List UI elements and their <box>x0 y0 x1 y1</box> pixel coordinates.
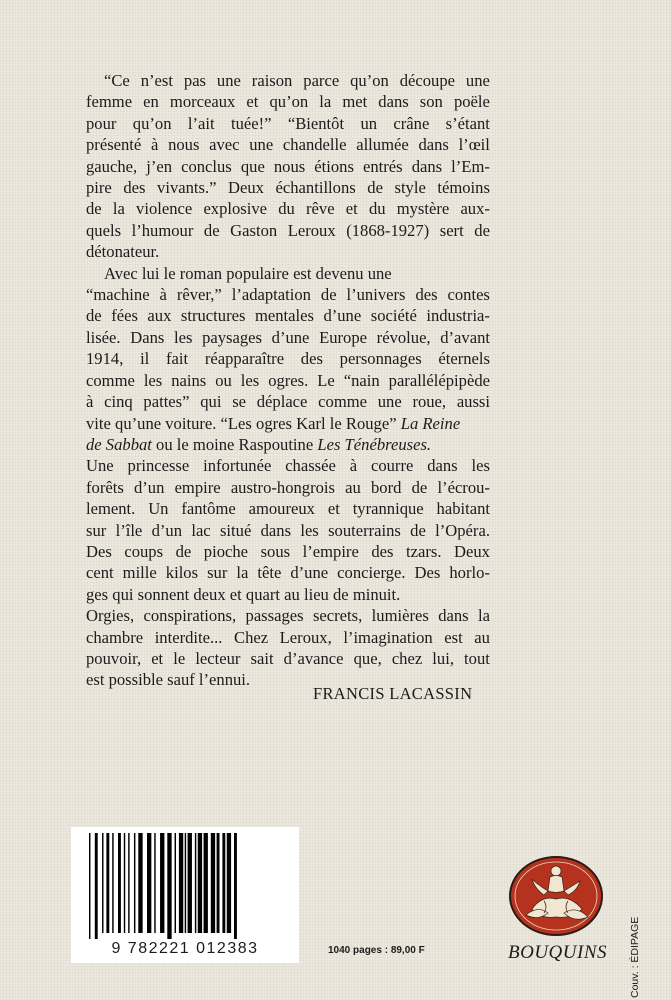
word: les <box>300 520 319 540</box>
word: pour <box>86 113 117 133</box>
word: sur <box>86 520 107 540</box>
word: sur <box>207 563 228 583</box>
text-line <box>86 434 490 455</box>
word: qu’on <box>132 113 172 133</box>
word: morceaux <box>169 92 236 112</box>
barcode-bar <box>167 833 171 939</box>
barcode-bar <box>234 833 237 939</box>
word: roue, <box>412 392 447 412</box>
word: mystère <box>396 199 450 219</box>
word: la <box>112 199 125 219</box>
word: de <box>367 178 383 198</box>
barcode-bar <box>89 833 90 939</box>
text-line <box>86 455 490 476</box>
word: entrés <box>363 156 403 176</box>
word: lumières <box>371 606 429 626</box>
word: l’Em- <box>451 156 490 176</box>
word: comme <box>318 392 367 412</box>
word: qui <box>200 392 222 412</box>
word: il <box>140 349 150 369</box>
word: empire <box>174 477 221 497</box>
word: chambre <box>86 627 144 647</box>
word: déplace <box>256 392 308 412</box>
barcode-bar <box>227 833 231 933</box>
word: de <box>411 477 428 497</box>
word: courre <box>370 456 414 476</box>
author-signature: FRANCIS LACASSIN <box>313 684 473 703</box>
word: l’île <box>115 520 143 540</box>
text-line <box>86 134 490 155</box>
word: crâne <box>393 113 430 133</box>
text-line <box>86 220 490 241</box>
word: industria- <box>426 306 490 326</box>
word: tzars. <box>406 541 442 561</box>
word: pioche <box>203 541 249 561</box>
word: Orgies, <box>86 606 135 626</box>
word: des <box>300 349 323 369</box>
text-line <box>86 541 490 562</box>
word: Des <box>86 541 112 561</box>
word: dans <box>427 456 458 476</box>
word: Deux <box>454 541 490 561</box>
word: de <box>203 220 220 240</box>
back-cover-blurb <box>86 70 490 691</box>
word: d’une <box>323 306 362 326</box>
word: Gaston <box>230 220 278 240</box>
word: dans <box>260 520 292 540</box>
word: l’imagination <box>343 627 433 647</box>
word: échantillons <box>275 178 356 198</box>
word: austro-hongrois <box>230 477 335 497</box>
text-line-part: ou le moine Raspoutine <box>151 434 318 454</box>
word: les <box>143 370 163 390</box>
word: chez <box>391 648 423 668</box>
word: concierge. <box>337 563 406 583</box>
word: de <box>320 285 337 305</box>
word: interdite... <box>154 627 223 647</box>
word: s’étant <box>445 113 490 133</box>
word: violence <box>136 199 193 219</box>
barcode-bar <box>147 833 151 933</box>
word: tête <box>257 563 282 583</box>
text-line <box>86 113 490 134</box>
text-line <box>86 391 490 412</box>
word: raison <box>251 71 293 90</box>
text-line <box>86 177 490 198</box>
word: des <box>415 285 438 305</box>
word: l’humour <box>131 220 194 240</box>
text-line <box>86 627 490 648</box>
barcode-bar <box>106 833 109 933</box>
barcode-bar <box>198 833 202 933</box>
word: rêve <box>306 199 335 219</box>
word: horlo- <box>449 563 490 583</box>
word: d’avance <box>283 648 344 668</box>
barcode-bar <box>124 833 125 933</box>
barcode-bar <box>160 833 164 933</box>
text-line <box>86 91 490 112</box>
word: aussi <box>456 392 490 412</box>
word: pire <box>86 178 112 198</box>
word: tyrannique <box>352 499 424 519</box>
pages-and-price: 1040 pages : 89,00 F <box>328 945 425 956</box>
word: conclus <box>181 156 232 176</box>
word: j’en <box>146 156 173 176</box>
text-line <box>86 648 490 669</box>
word: ogres. <box>268 370 309 390</box>
word: et <box>327 499 340 519</box>
word: amoureux <box>248 499 315 519</box>
word: de <box>410 520 426 540</box>
word: la <box>319 92 332 112</box>
word: tout <box>464 648 490 668</box>
word: Europe <box>319 327 368 347</box>
book-title-italic: Les Ténébreuses. <box>317 434 432 454</box>
word: qu’on <box>269 92 309 112</box>
word: se <box>232 392 247 412</box>
word: secrets, <box>312 606 363 626</box>
word: d’une <box>290 563 329 583</box>
text-line: Avec lui le roman populaire est devenu une <box>104 263 392 283</box>
word: de <box>474 220 490 240</box>
word: de <box>175 541 192 561</box>
word: dans <box>438 606 469 626</box>
word: lac <box>191 520 211 540</box>
text-line <box>86 305 490 326</box>
barcode-bar <box>175 833 176 933</box>
word: les <box>240 370 260 390</box>
word: contes <box>447 285 490 305</box>
word: kilos <box>165 563 199 583</box>
word: pattes” <box>143 392 190 412</box>
word: style <box>394 178 426 198</box>
publisher-name: BOUQUINS <box>508 942 607 963</box>
word: fait <box>166 349 189 369</box>
word: une <box>377 392 402 412</box>
word: lui, <box>432 648 454 668</box>
word: sert <box>439 220 464 240</box>
word: Le <box>317 370 335 390</box>
word: parce <box>303 71 340 90</box>
text-line <box>86 198 490 219</box>
word: dans <box>418 135 449 155</box>
word: de <box>86 199 102 219</box>
text-line <box>86 477 490 498</box>
text-line <box>86 562 490 583</box>
word: femme <box>86 92 133 112</box>
word: témoins <box>437 178 490 198</box>
word: conspirations, <box>143 606 237 626</box>
word: révolue, <box>376 327 431 347</box>
word: Une <box>86 456 114 476</box>
word: découpe <box>399 71 456 90</box>
word: le <box>173 648 186 668</box>
word: est <box>444 627 463 647</box>
word: du <box>368 199 386 219</box>
barcode-bar <box>134 833 135 933</box>
word: passages <box>245 606 304 626</box>
barcode-bar <box>188 833 192 933</box>
barcode-bar <box>118 833 121 933</box>
word: paysages <box>202 327 262 347</box>
word: pas <box>183 71 207 90</box>
word: l’empire <box>302 541 359 561</box>
word: nous <box>168 135 200 155</box>
barcode-bar <box>154 833 155 933</box>
word: au <box>474 627 490 647</box>
word: à <box>151 135 159 155</box>
text-line <box>86 413 490 434</box>
barcode-bar <box>95 833 98 939</box>
word: à <box>86 392 94 412</box>
word: d’avant <box>440 327 490 347</box>
word: (1868-1927) <box>346 220 430 240</box>
word: une <box>249 135 274 155</box>
word: allumée <box>356 135 409 155</box>
word: l’ait <box>187 113 215 133</box>
word: et <box>246 92 259 112</box>
word: un <box>360 113 378 133</box>
word: éternels <box>438 349 490 369</box>
word: cinq <box>104 392 133 412</box>
word: d’un <box>133 477 165 497</box>
barcode-bar <box>195 833 196 933</box>
barcode-bar <box>204 833 208 933</box>
isbn-number: 9 782221 012383 <box>111 940 259 957</box>
word: nains <box>171 370 207 390</box>
word: infortunée <box>203 456 272 476</box>
word: “Ce <box>104 71 130 90</box>
word: l’adaptation <box>231 285 311 305</box>
word: souterrains <box>328 520 401 540</box>
word: “machine <box>86 285 150 305</box>
word: Chez <box>234 627 269 647</box>
word: à <box>159 285 167 305</box>
word: Leroux, <box>279 627 332 647</box>
word: société <box>370 306 417 326</box>
word: “Bientôt <box>287 113 345 133</box>
word: à <box>349 456 358 476</box>
word: dans <box>378 92 409 112</box>
word: Des <box>414 563 441 583</box>
barcode-bar <box>185 833 186 933</box>
word: lecteur <box>195 648 241 668</box>
word: nous <box>273 156 306 176</box>
word: au <box>345 477 361 497</box>
word: réapparaître <box>204 349 285 369</box>
barcode-bar <box>211 833 215 933</box>
barcode-bar <box>128 833 129 933</box>
word: princesse <box>127 456 190 476</box>
word: des <box>371 541 394 561</box>
word: sait <box>250 648 274 668</box>
word: Deux <box>228 178 264 198</box>
word: d’un <box>151 520 183 540</box>
text-line <box>86 70 490 91</box>
word: comme <box>86 370 135 390</box>
word: vivants.” <box>157 178 217 198</box>
word: et <box>151 648 164 668</box>
text-line <box>86 156 490 177</box>
barcode-bar <box>102 833 103 933</box>
word: que, <box>353 648 382 668</box>
word: bord <box>371 477 402 497</box>
word: chandelle <box>282 135 347 155</box>
barcode-label <box>71 827 299 963</box>
word: 1914, <box>86 349 124 369</box>
word: les <box>173 327 193 347</box>
word: présenté <box>86 135 142 155</box>
cover-credit: Couv. : ÉDIPAGE <box>629 916 641 998</box>
word: chassée <box>285 456 336 476</box>
word: du <box>278 199 295 219</box>
word: sous <box>260 541 291 561</box>
barcode-bar <box>138 833 142 933</box>
word: habitant <box>436 499 490 519</box>
word: mentales <box>254 306 314 326</box>
word: son <box>419 92 443 112</box>
text-line <box>86 498 490 519</box>
word: forêts <box>86 477 124 497</box>
text-line <box>86 348 490 369</box>
word: quels <box>86 220 122 240</box>
word: une <box>216 71 241 90</box>
word: rêver,” <box>176 285 222 305</box>
word: poële <box>453 92 490 112</box>
word: qu’on <box>350 71 389 90</box>
word: l’Opéra. <box>435 520 490 540</box>
word: l’univers <box>346 285 406 305</box>
barcode <box>77 833 293 939</box>
barcode-bar <box>112 833 113 933</box>
word: situé <box>219 520 252 540</box>
text-line-part: vite qu’une voiture. “Les ogres Karl le Rouge” <box>86 413 397 433</box>
word: l’écrou- <box>437 477 490 497</box>
word: n’est <box>140 71 173 90</box>
word: pouvoir, <box>86 648 142 668</box>
word: mille <box>122 563 157 583</box>
word: lisée. <box>86 327 121 347</box>
word: d’une <box>271 327 310 347</box>
word: structures <box>180 306 246 326</box>
book-title-italic: La Reine <box>400 413 461 433</box>
text-line <box>86 370 490 391</box>
text-line <box>86 520 490 541</box>
text-line <box>86 284 490 305</box>
word: la <box>236 563 249 583</box>
word: dans <box>411 156 443 176</box>
word: en <box>143 92 159 112</box>
publisher-logo-emblem <box>508 855 604 937</box>
word: de <box>86 306 102 326</box>
word: Dans <box>130 327 165 347</box>
word: les <box>471 456 490 476</box>
word: Leroux <box>287 220 336 240</box>
word: personnages <box>339 349 422 369</box>
word: coups <box>124 541 164 561</box>
word: avec <box>209 135 240 155</box>
word: cent <box>86 563 114 583</box>
word: parallélépipède <box>388 370 490 390</box>
word: lement. <box>86 499 136 519</box>
word: Un <box>148 499 169 519</box>
word: tuée!” <box>230 113 272 133</box>
word: gauche, <box>86 156 138 176</box>
text-line: ges qui sonnent deux et quart au lieu de minuit. <box>86 584 401 604</box>
word: aux <box>147 306 172 326</box>
word: que <box>240 156 265 176</box>
text-line <box>86 327 490 348</box>
word: explosive <box>203 199 268 219</box>
word: fantôme <box>181 499 236 519</box>
book-title-italic: de Sabbat <box>86 434 152 454</box>
word: et <box>345 199 358 219</box>
barcode-bar <box>222 833 225 933</box>
word: des <box>123 178 146 198</box>
text-line <box>86 605 490 626</box>
text-line: détonateur. <box>86 242 160 262</box>
word: l’œil <box>458 135 490 155</box>
word: met <box>342 92 368 112</box>
word: ou <box>215 370 232 390</box>
text-line: est possible sauf l’ennui. <box>86 670 251 690</box>
barcode-bar <box>217 833 220 933</box>
word: une <box>465 71 490 90</box>
barcode-bar <box>179 833 183 933</box>
word: étions <box>314 156 354 176</box>
word: “nain <box>343 370 380 390</box>
word: aux- <box>460 199 490 219</box>
word: la <box>478 606 490 626</box>
word: fées <box>111 306 138 326</box>
